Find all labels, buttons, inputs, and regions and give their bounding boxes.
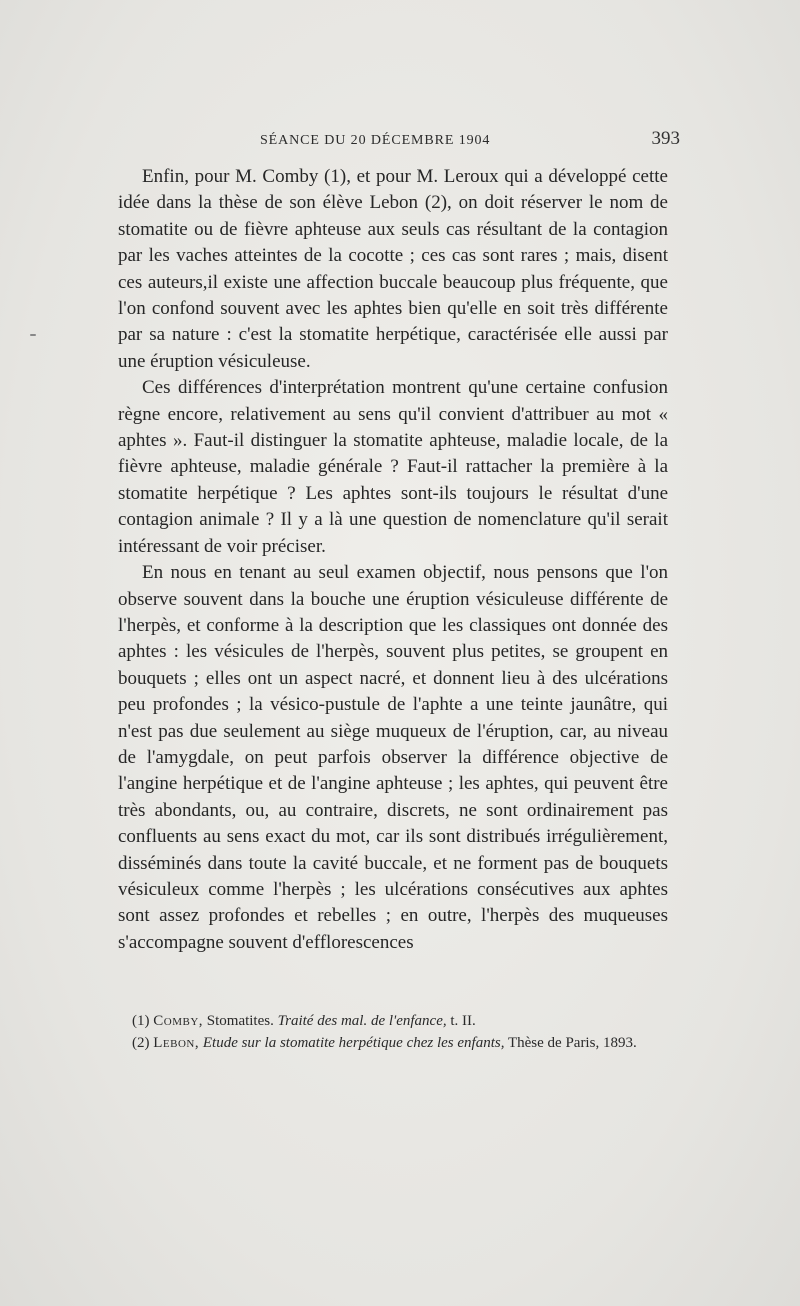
paragraph: Ces différences d'interprétation montrent qu'une certaine confusion règne encore, relativement au sens qu'il convient d'attribuer au mot « aphtes ». Faut-il distinguer la stomatite aphteuse, maladie locale, de la fièvre aphteuse, maladie générale ? Faut-il rattacher la première à la stomatite herpétique ? Les aphtes sont-ils toujours le résultat d'une contagion animale ? Il y a là une question de nomenclature qu'il serait intéressant de voir préciser. xyxy=(118,377,668,557)
footnotes xyxy=(118,1010,666,1054)
footnote-text: t. II. xyxy=(450,1013,476,1029)
running-title: SÉANCE DU 20 DÉCEMBRE 1904 xyxy=(260,133,491,148)
footnote-marker: (2) xyxy=(132,1035,150,1051)
footnote-author: Comby, xyxy=(153,1013,204,1029)
footnote-title: Etude sur la stomatite herpétique chez les enfants, xyxy=(202,1035,505,1051)
margin-mark xyxy=(30,334,36,336)
footnote-text: Stomatites. xyxy=(206,1013,274,1029)
body-text xyxy=(118,164,668,956)
footnote-author: Lebon, xyxy=(153,1035,200,1051)
paragraph: Enfin, pour M. Comby (1), et pour M. Leroux qui a développé cette idée dans la thèse de son élève Lebon (2), on doit réserver le nom de stomatite ou de fièvre aphteuse aux seuls cas résultant de la contagion par les vaches atteintes de la cocotte ; ces cas sont rares ; mais, disent ces auteurs,il existe une affection buccale beaucoup plus fréquente, que l'on confond souvent avec les aphtes bien qu'elle en soit très différente par sa nature : c'est la stomatite herpétique, caractérisée elle aussi par une éruption vésiculeuse. xyxy=(118,166,668,372)
footnote-title: Traité des mal. de l'enfance, xyxy=(277,1013,447,1029)
paragraph: En nous en tenant au seul examen objectif, nous pensons que l'on observe souvent dans la bouche une éruption vésiculeuse différente de l'herpès, et conforme à la description que les classiques ont donnée des aphtes : les vésicules de l'herpès, souvent plus petites, se groupent en bouquets ; elles ont un aspect nacré, et donnent lieu à des ulcérations peu profondes ; la vésico-pustule de l'aphte a une teinte jaunâtre, qui n'est pas due seulement au siège muqueux de l'éruption, car, au niveau de l'amygdale, on peut parfois observer la différence objective de l'angine herpétique et de l'angine aphteuse ; les aphtes, qui peuvent être très abondants, ou, au contraire, discrets, ne sont ordinairement pas confluents au sens exact du mot, car ils sont distribués irrégulièrement, disséminés dans toute la cavité buccale, et ne forment pas de bouquets vésiculeux comme l'herpès ; les ulcérations consécutives aux aphtes sont assez profondes et rebelles ; en outre, l'herpès des muqueuses s'accompagne souvent d'efflorescences xyxy=(118,562,668,953)
footnote-text: Thèse de Paris, 1893. xyxy=(507,1035,637,1051)
page-header xyxy=(118,128,680,152)
footnote xyxy=(118,1032,666,1054)
page-number: 393 xyxy=(651,128,680,149)
footnote-marker: (1) xyxy=(132,1013,150,1029)
footnote xyxy=(118,1010,666,1032)
